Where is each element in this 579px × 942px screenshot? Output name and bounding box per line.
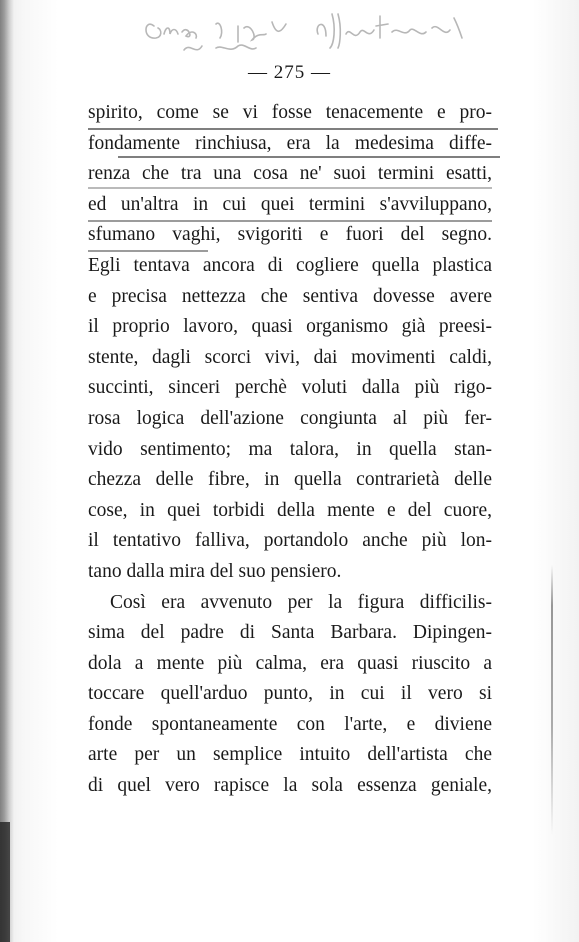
text-line: cose, in quei torbidi della mente e del cuore, (88, 499, 492, 521)
text-line: ed un'altra in cui quei termini s'avviluppano, (88, 193, 492, 215)
text-line: sfumano vaghi, svigoriti e fuori del segno. (88, 224, 492, 246)
text-line: vido sentimento; ma talora, in quella stan- (88, 438, 492, 460)
text-line: Egli tentava ancora di cogliere quella plastica (88, 254, 492, 276)
handwritten-pencil-note (140, 4, 470, 60)
binding-shadow-bottom (0, 822, 10, 942)
pencil-underline (88, 250, 208, 252)
text-line: stente, dagli scorci vivi, dai movimenti caldi, (88, 346, 492, 368)
text-line: tano dalla mira del suo pensiero. (88, 560, 342, 582)
pencil-underline (88, 128, 498, 130)
text-line: di quel vero rapisce la sola essenza geniale, (88, 775, 492, 797)
page-number: — 275 — (248, 62, 331, 83)
text-line: il proprio lavoro, quasi organismo già preesi- (88, 316, 492, 338)
text-line: dola a mente più calma, era quasi riuscito a (88, 652, 492, 674)
binding-shadow (0, 0, 14, 942)
text-line: chezza delle fibre, in quella contrarietà delle (88, 469, 492, 491)
body-text (88, 98, 492, 802)
text-line: il tentativo falliva, portandolo anche più lon- (88, 530, 492, 552)
pencil-underline (88, 220, 492, 222)
text-line: Così era avvenuto per la figura difficilis- (110, 591, 492, 613)
text-line: renza che tra una cosa ne' suoi termini esatti, (88, 163, 492, 185)
text-line: succinti, sinceri perchè voluti dalla più rigo- (88, 377, 492, 399)
pencil-underline (118, 156, 500, 158)
text-line: fonde spontaneamente con l'arte, e diviene (88, 713, 492, 735)
text-line: fondamente rinchiusa, era la medesima diffe- (88, 132, 492, 154)
text-line: spirito, come se vi fosse tenacemente e pro- (88, 102, 492, 123)
text-line: arte per un semplice intuito dell'artista che (88, 744, 492, 766)
margin-pencil-line (551, 565, 553, 835)
text-line: rosa logica dell'azione congiunta al più fer- (88, 407, 492, 429)
text-line: toccare quell'arduo punto, in cui il vero si (88, 683, 492, 705)
text-line: e precisa nettezza che sentiva dovesse avere (88, 285, 492, 307)
pencil-underline (88, 187, 492, 189)
text-line: sima del padre di Santa Barbara. Dipingen- (88, 622, 492, 644)
